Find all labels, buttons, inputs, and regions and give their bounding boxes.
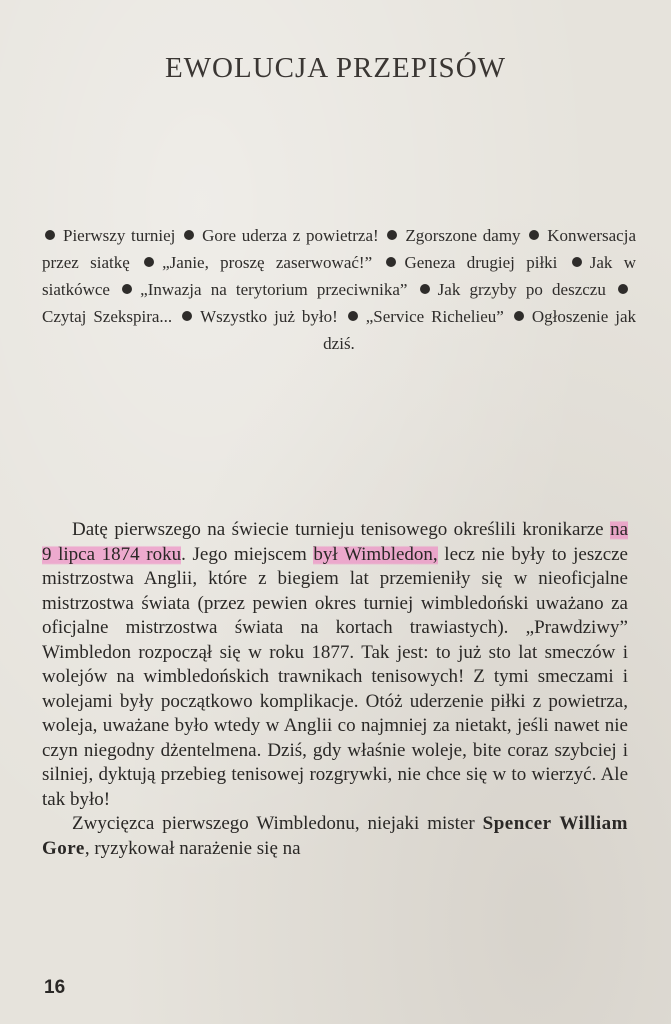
bullet-icon xyxy=(348,311,358,321)
bullet-icon xyxy=(618,284,628,294)
bullet-icon xyxy=(184,230,194,240)
bullet-icon xyxy=(387,230,397,240)
bullet-icon xyxy=(386,257,396,267)
summary-topic: „Inwazja na terytorium przeciwnika” xyxy=(140,280,408,299)
bullet-icon xyxy=(529,230,539,240)
summary-topic: Gore uderza z powietrza! xyxy=(202,226,379,245)
summary-topic: Jak w siatkówce xyxy=(42,253,636,299)
text-run: lecz nie były to jeszcze mistrzostwa Anglii, które z biegiem lat przemieniły się w nieoficjalne mistrzostwa świata (przez pewien okres turniej wimbledoński uważano za oficjalne mistrzostwa świata na kortach trawiastych). „Prawdziwy” Wimbledon rozpoczął się w roku 1877. Tak jest: to już sto lat smeczów i wolejów na wimbledońskich trawnikach tenisowych! Z tymi smeczami i wolejami były początkowo komplikacje. Otóż uderzenie piłki z powietrza, woleja, uważane było wtedy w Anglii co najmniej za nietakt, jeśli nawet nie czyn niegodny dżentelmena. Dziś, gdy właśnie woleje, bite coraz szybciej i silniej, dyktują przebieg tenisowej rozgrywki, nie chce się w to wierzyć. Ale tak było! xyxy=(42,543,628,810)
summary-topic: Jak grzyby po deszczu xyxy=(437,280,606,299)
highlighted-text: był Wimbledon, xyxy=(313,543,438,565)
summary-topic: Czytaj Szekspira... xyxy=(42,307,173,326)
bullet-icon xyxy=(420,284,430,294)
summary-topic: Konwersacja przez siatkę xyxy=(42,226,636,272)
bullet-icon xyxy=(572,257,582,267)
chapter-summary xyxy=(42,222,636,357)
text-run: Zwycięzca pierwszego Wimbledonu, niejaki mister xyxy=(72,813,483,834)
text-run: Datę pierwszego na świecie turnieju tenisowego określili kronikarze xyxy=(72,519,611,540)
summary-topic: Pierwszy turniej xyxy=(63,226,176,245)
bullet-icon xyxy=(122,284,132,294)
text-run: . Jego miejscem xyxy=(181,543,314,565)
summary-topic: Ogłoszenie jak dziś. xyxy=(323,307,637,353)
summary-topic: „Janie, proszę zaserwować!” xyxy=(162,253,373,272)
text-run: , ryzykował narażenie się na xyxy=(84,837,301,859)
summary-topic: „Service Richelieu” xyxy=(365,307,504,326)
highlighted-text: na 9 lipca 1874 roku xyxy=(42,519,628,565)
chapter-title: EWOLUCJA PRZEPISÓW xyxy=(164,52,507,84)
paragraph xyxy=(42,812,628,861)
summary-topic: Wszystko już było! xyxy=(200,307,338,326)
bullet-icon xyxy=(182,311,192,321)
summary-topic: Zgorszone damy xyxy=(405,226,521,245)
bullet-icon xyxy=(144,257,154,267)
page-number: 16 xyxy=(44,977,66,998)
summary-topic: Geneza drugiej piłki xyxy=(404,253,558,272)
bullet-icon xyxy=(45,230,55,240)
body-text xyxy=(42,518,628,861)
person-name: Spencer William Gore xyxy=(42,813,628,859)
paragraph xyxy=(42,518,628,812)
bullet-icon xyxy=(514,311,524,321)
